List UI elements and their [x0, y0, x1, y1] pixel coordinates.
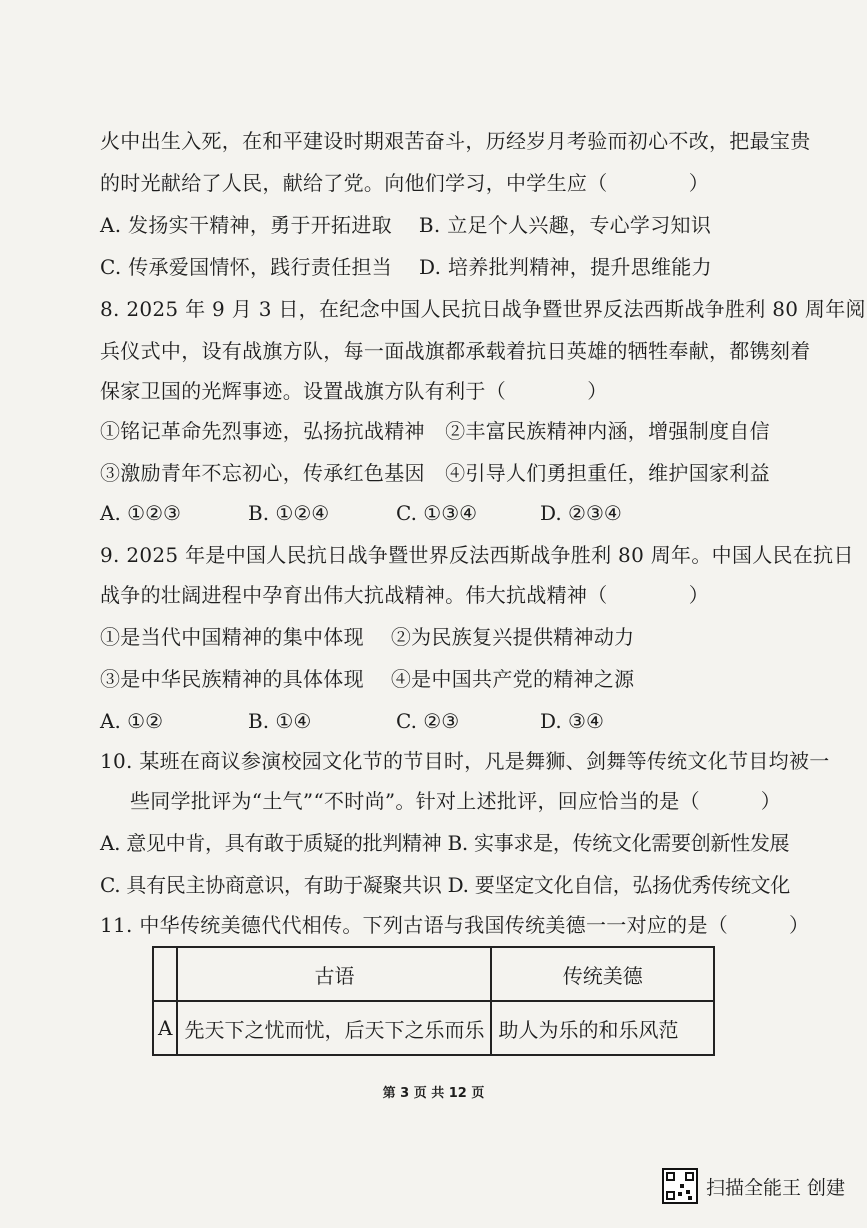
question-8-line: 8. 2025 年 9 月 3 日，在纪念中国人民抗日战争暨世界反法西斯战争胜利 80 周年阅 [100, 297, 866, 321]
table-row [153, 1001, 714, 1055]
text-line: 的时光献给了人民，献给了党。向他们学习，中学生应（ ） [100, 171, 709, 195]
question-11-table [152, 946, 715, 1056]
question-10-line: 些同学批评为“土气”“不时尚”。针对上述批评，回应恰当的是（ ） [130, 789, 782, 813]
question-8-option-d: D. ②③④ [540, 501, 622, 525]
question-8-statement: ①铭记革命先烈事迹，弘扬抗战精神 ②丰富民族精神内涵，增强制度自信 [100, 419, 770, 443]
table-header-cell [153, 947, 177, 1001]
table-cell: A [153, 1001, 177, 1055]
question-10-option: A. 意见中肯，具有敢于质疑的批判精神 B. 实事求是，传统文化需要创新性发展 [100, 831, 790, 855]
question-9-line: 9. 2025 年是中国人民抗日战争暨世界反法西斯战争胜利 80 周年。中国人民在抗日 [100, 543, 854, 567]
question-9-statement: ③是中华民族精神的具体体现 ④是中国共产党的精神之源 [100, 667, 635, 691]
question-10-option: C. 具有民主协商意识，有助于凝聚共识 D. 要坚定文化自信，弘扬优秀传统文化 [100, 873, 790, 897]
table-header-cell: 古语 [177, 947, 491, 1001]
question-9-option-c: C. ②③ [396, 709, 460, 733]
table-header-cell: 传统美德 [491, 947, 714, 1001]
question-9-option-b: B. ①④ [248, 709, 312, 733]
option-line: A. 发扬实干精神，勇于开拓进取 B. 立足个人兴趣，专心学习知识 [100, 213, 712, 237]
option-line: C. 传承爱国情怀，践行责任担当 D. 培养批判精神，提升思维能力 [100, 255, 712, 279]
watermark-text: 扫描全能王 创建 [705, 1176, 845, 1199]
table-cell: 先天下之忧而忧，后天下之乐而乐 [177, 1001, 491, 1055]
question-9-statement: ①是当代中国精神的集中体现 ②为民族复兴提供精神动力 [100, 625, 635, 649]
question-8-option-b: B. ①②④ [248, 501, 330, 525]
question-11-line: 11. 中华传统美德代代相传。下列古语与我国传统美德一一对应的是（ ） [100, 913, 810, 937]
page-footer: 第 3 页 共 12 页 [382, 1086, 485, 1101]
text-line: 火中出生入死，在和平建设时期艰苦奋斗，历经岁月考验而初心不改，把最宝贵 [100, 129, 811, 153]
scanner-watermark [662, 1168, 845, 1204]
question-9-line: 战争的壮阔进程中孕育出伟大抗战精神。伟大抗战精神（ ） [100, 583, 709, 607]
qr-code-icon [662, 1168, 698, 1204]
question-8-statement: ③激励青年不忘初心，传承红色基因 ④引导人们勇担重任，维护国家利益 [100, 461, 770, 485]
question-8-option-c: C. ①③④ [396, 501, 478, 525]
question-9-option-a: A. ①② [100, 709, 164, 733]
question-8-line: 兵仪式中，设有战旗方队，每一面战旗都承载着抗日英雄的牺牲奉献，都镌刻着 [100, 339, 811, 363]
table-cell: 助人为乐的和乐风范 [491, 1001, 714, 1055]
question-9-option-d: D. ③④ [540, 709, 604, 733]
table-header-row [153, 947, 714, 1001]
question-8-option-a: A. ①②③ [100, 501, 181, 525]
question-8-line: 保家卫国的光辉事迹。设置战旗方队有利于（ ） [100, 379, 608, 403]
question-10-line: 10. 某班在商议参演校园文化节的节目时，凡是舞狮、剑舞等传统文化节目均被一 [100, 749, 830, 773]
